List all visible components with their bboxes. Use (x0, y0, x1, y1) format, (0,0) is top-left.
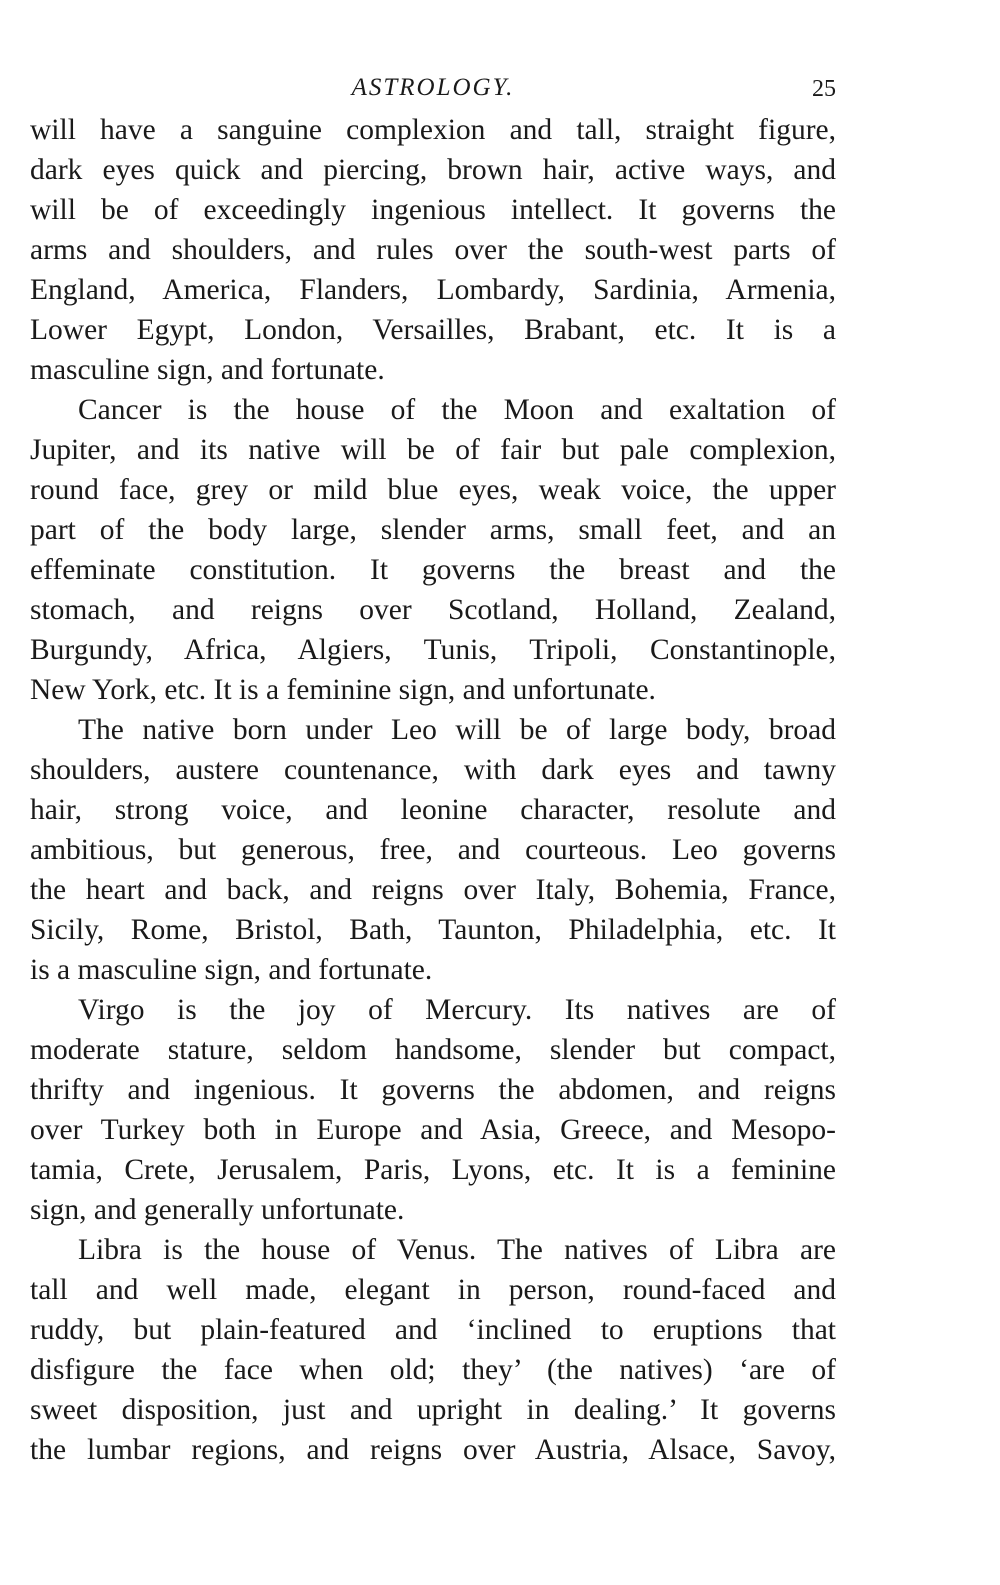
text-line: effeminate constitution. It governs the breast and the (30, 554, 836, 586)
text-line: disfigure the face when old; they’ (the natives) ‘are of (30, 1354, 836, 1386)
text-line: The native born under Leo will be of large body, broad (78, 714, 836, 746)
text-line: round face, grey or mild blue eyes, weak voice, the upper (30, 474, 836, 506)
text-line: Jupiter, and its native will be of fair but pale complexion, (30, 434, 836, 466)
text-line: sign, and generally unfortunate. (30, 1194, 405, 1226)
paragraph (30, 110, 836, 390)
text-line: Lower Egypt, London, Versailles, Brabant, etc. It is a (30, 314, 836, 346)
paragraph (30, 390, 836, 710)
text-line: England, America, Flanders, Lombardy, Sardinia, Armenia, (30, 274, 836, 306)
text-line: hair, strong voice, and leonine character, resolute and (30, 794, 836, 826)
paragraph (30, 710, 836, 990)
text-line: sweet disposition, just and upright in dealing.’ It governs (30, 1394, 836, 1426)
text-line: Virgo is the joy of Mercury. Its natives are of (78, 994, 836, 1026)
text-line: Libra is the house of Venus. The natives of Libra are (78, 1234, 836, 1266)
text-line: over Turkey both in Europe and Asia, Greece, and Mesopo- (30, 1114, 836, 1146)
text-line: ruddy, but plain-featured and ‘inclined to eruptions that (30, 1314, 836, 1346)
book-page (30, 70, 836, 1470)
running-head (30, 70, 836, 110)
text-line: New York, etc. It is a feminine sign, and unfortunate. (30, 674, 656, 706)
text-line: part of the body large, slender arms, small feet, and an (30, 514, 836, 546)
text-line: dark eyes quick and piercing, brown hair, active ways, and (30, 154, 836, 186)
text-line: arms and shoulders, and rules over the south-west parts of (30, 234, 836, 266)
text-line: shoulders, austere countenance, with dark eyes and tawny (30, 754, 836, 786)
text-line: is a masculine sign, and fortunate. (30, 954, 433, 986)
text-line: ambitious, but generous, free, and courteous. Leo governs (30, 834, 836, 866)
text-line: stomach, and reigns over Scotland, Holland, Zealand, (30, 594, 836, 626)
text-line: will have a sanguine complexion and tall, straight figure, (30, 114, 836, 146)
text-line: tall and well made, elegant in person, round-faced and (30, 1274, 836, 1306)
running-title: ASTROLOGY. (351, 74, 515, 101)
text-line: Sicily, Rome, Bristol, Bath, Taunton, Philadelphia, etc. It (30, 914, 836, 946)
text-line: thrifty and ingenious. It governs the abdomen, and reigns (30, 1074, 836, 1106)
paragraph (30, 1230, 836, 1470)
text-line: the lumbar regions, and reigns over Austria, Alsace, Savoy, (30, 1434, 836, 1466)
page-number: 25 (812, 76, 836, 102)
text-line: Cancer is the house of the Moon and exaltation of (78, 394, 836, 426)
text-line: will be of exceedingly ingenious intellect. It governs the (30, 194, 836, 226)
paragraph (30, 990, 836, 1230)
text-line: tamia, Crete, Jerusalem, Paris, Lyons, etc. It is a feminine (30, 1154, 836, 1186)
text-line: Burgundy, Africa, Algiers, Tunis, Tripoli, Constantinople, (30, 634, 836, 666)
text-line: masculine sign, and fortunate. (30, 354, 385, 386)
text-line: moderate stature, seldom handsome, slender but compact, (30, 1034, 836, 1066)
text-line: the heart and back, and reigns over Italy, Bohemia, France, (30, 874, 836, 906)
body-text (30, 110, 836, 1470)
